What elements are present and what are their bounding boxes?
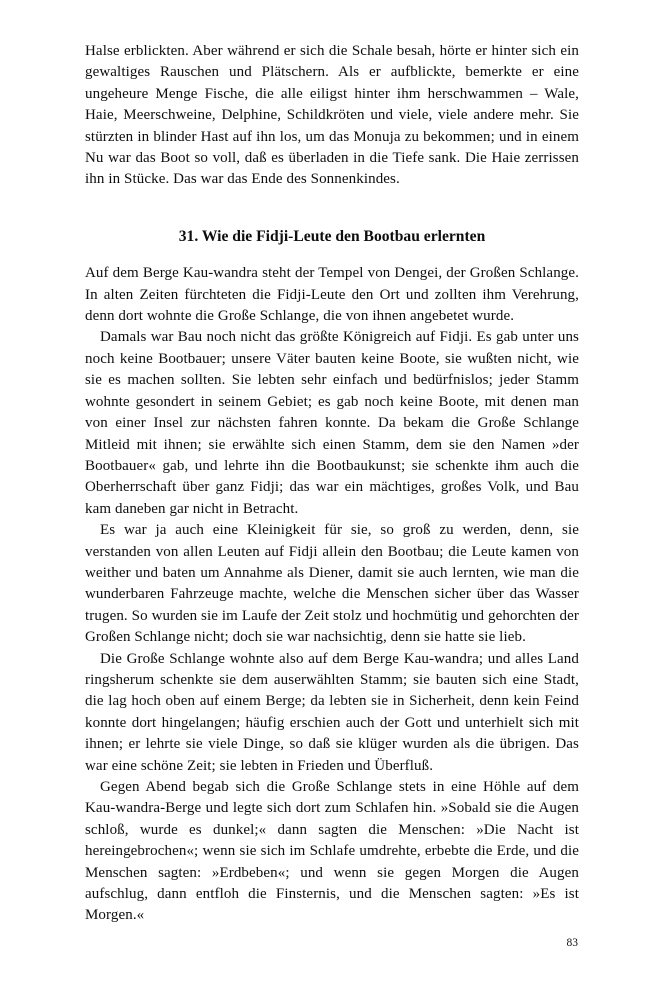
chapter-paragraph-2: Damals war Bau noch nicht das größte Königreich auf Fidji. Es gab unter uns noch keine Bootbauer; unsere Väter bauten keine Boote, sie wußten nicht, wie sie es machen sollten. Sie lebten sehr einfach und bedürfnislos; jeder Stamm wohnte gesondert in seinem Gebiet; es gab noch keine Boote, mit denen man von einer Insel zur nächsten fahren konnte. Da bekam die Große Schlange Mitleid mit ihnen; sie erwählte sich einen Stamm, dem sie den Namen »der Bootbauer« gab, und lehrte ihn die Bootbaukunst; sie schenkte ihm auch die Oberherrschaft über ganz Fidji; das war ein mächtiges, großes Volk, und Bau kam daneben gar nicht in Betracht. <box>85 329 579 517</box>
text-column <box>85 41 579 927</box>
chapter-paragraph-4: Die Große Schlange wohnte also auf dem Berge Kau-wandra; und alles Land ringsherum schenkte sie dem auserwählten Stamm; sie bauten sich eine Stadt, die lag hoch oben auf einem Berge; da lebten sie in Sicherheit, denn kein Feind konnte dort hingelangen; häufig erschien auch der Gott und unterhielt sich mit ihnen; er lehrte sie viele Dinge, so daß sie klüger wurden als die übrigen. Das war eine schöne Zeit; sie lebten in Frieden und Überfluß. <box>85 650 579 774</box>
continuation-paragraph: Halse erblickten. Aber während er sich die Schale besah, hörte er hinter sich ein gewaltiges Rauschen und Plätschern. Als er aufblickte, bemerkte er eine ungeheure Menge Fische, die alle eiligst hinter ihm herschwammen – Wale, Haie, Meerschweine, Delphine, Schildkröten und viele, viele andere mehr. Sie stürzten in blinder Hast auf ihn los, um das Monuja zu bekommen; und in einem Nu war das Boot so voll, daß es überladen in die Tiefe sank. Die Haie zerrissen ihn in Stücke. Das war das Ende des Sonnenkindes. <box>85 43 579 188</box>
page-number: 83 <box>566 937 578 949</box>
chapter-paragraph-5: Gegen Abend begab sich die Große Schlange stets in eine Höhle auf dem Kau-wandra-Berge und legte sich dort zum Schlafen hin. »Sobald sie die Augen schloß, wurde es dunkel;« dann sagten die Menschen: »Die Nacht ist hereingebrochen«; wenn sie sich im Schlafe umdrehte, erbebte die Erde, und die Menschen sagten: »Erdbeben«; und wenn sie gegen Morgen die Augen aufschlug, dann entfloh die Finsternis, und die Menschen sagten: »Es ist Morgen.« <box>85 779 579 924</box>
chapter-paragraph-1: Auf dem Berge Kau-wandra steht der Tempel von Dengei, der Großen Schlange. In alten Zeiten fürchteten die Fidji-Leute den Ort und zollten ihm Verehrung, denn dort wohnte die Große Schlange, die von ihnen angebetet wurde. <box>85 265 579 325</box>
chapter-paragraph-3: Es war ja auch eine Kleinigkeit für sie, so groß zu werden, denn, sie verstanden von allen Leuten auf Fidji allein den Bootbau; die Leute kamen von weither und baten um Annahme als Diener, damit sie auch lernten, wie man die wunderbaren Fahrzeuge machte, welche die Menschen sicher über das Wasser trugen. So wurden sie im Laufe der Zeit stolz und hochmütig und gehorchten der Großen Schlange nicht; doch sie war nachsichtig, denn sie hatte sie lieb. <box>85 522 579 646</box>
chapter-heading: 31. Wie die Fidji-Leute den Bootbau erlernten <box>178 227 486 245</box>
